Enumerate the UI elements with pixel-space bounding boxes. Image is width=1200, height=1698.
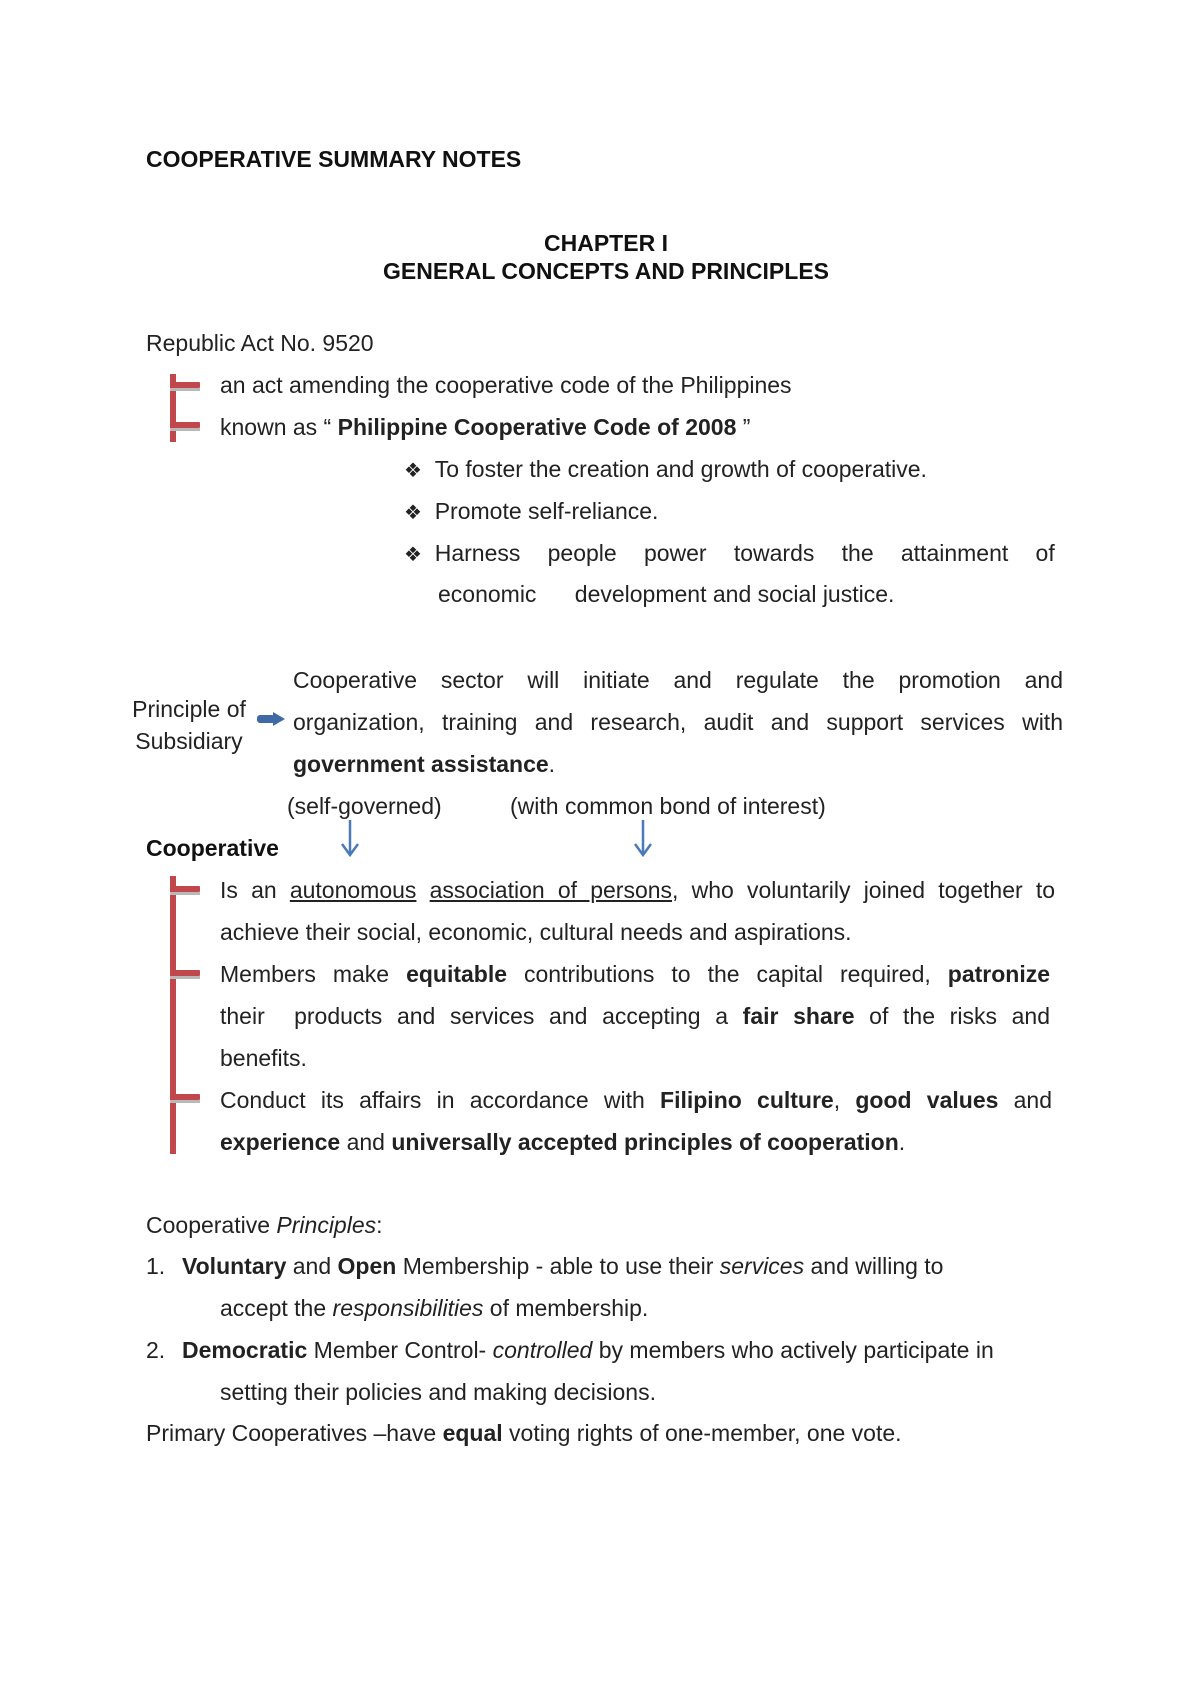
document-title: COOPERATIVE SUMMARY NOTES: [146, 146, 522, 172]
objective-3: ❖ Harness people power towards the attainment of: [404, 540, 1055, 566]
principle-2-number: 2.: [146, 1337, 166, 1363]
principle-1-continued: accept the responsibilities of membership.: [220, 1295, 649, 1321]
republic-act-heading: Republic Act No. 9520: [146, 330, 374, 356]
cooperative-point-3-continued: experience and universally accepted principles of cooperation.: [220, 1129, 906, 1155]
cooperative-point-1: Is an autonomous association of persons, who voluntarily joined together to: [220, 877, 1056, 903]
down-arrow-icon: [633, 820, 653, 858]
chapter-number: CHAPTER I: [544, 230, 668, 256]
annotation-common-bond: (with common bond of interest): [510, 793, 826, 819]
subsidiary-line-1: Cooperative sector will initiate and regulate the promotion and: [293, 667, 1063, 693]
primary-cooperatives-note: Primary Cooperatives –have equal voting rights of one-member, one vote.: [146, 1420, 902, 1446]
principles-heading: Cooperative Principles:: [146, 1212, 383, 1238]
principle-1-number: 1.: [146, 1253, 166, 1279]
subsidiary-line-3: government assistance.: [293, 751, 556, 777]
right-arrow-icon: [257, 712, 285, 726]
principle-2: Democratic Member Control- controlled by members who actively participate in: [182, 1337, 994, 1363]
cooperative-point-3: Conduct its affairs in accordance with Filipino culture, good values and: [220, 1087, 1053, 1113]
diamond-bullet-icon: ❖: [404, 502, 422, 524]
subsidiary-label: Principle of Subsidiary: [132, 696, 246, 754]
subsidiary-line-2: organization, training and research, audit and support services with: [293, 709, 1063, 735]
cooperative-point-2-continued: their products and services and accepting a fair share of the risks and: [220, 1003, 1050, 1029]
down-arrow-icon: [340, 820, 360, 858]
principle-2-continued: setting their policies and making decisions.: [220, 1379, 656, 1405]
diamond-bullet-icon: ❖: [404, 544, 422, 566]
diamond-bullet-icon: ❖: [404, 460, 422, 482]
cooperative-heading: Cooperative: [146, 835, 279, 861]
objective-2: ❖ Promote self-reliance.: [404, 498, 659, 524]
chapter-title: GENERAL CONCEPTS AND PRINCIPLES: [383, 258, 829, 284]
cooperative-point-2-end: benefits.: [220, 1045, 307, 1071]
republic-act-item-2: known as “ Philippine Cooperative Code of 2008 ”: [220, 414, 751, 440]
cooperative-point-1-continued: achieve their social, economic, cultural needs and aspirations.: [220, 919, 852, 945]
cooperative-point-2: Members make equitable contributions to the capital required, patronize: [220, 961, 1050, 987]
annotation-self-governed: (self-governed): [287, 793, 442, 819]
objective-1: ❖ To foster the creation and growth of cooperative.: [404, 456, 927, 482]
republic-act-item-1: an act amending the cooperative code of the Philippines: [220, 372, 792, 398]
objective-3-continued: economic development and social justice.: [438, 581, 895, 607]
principle-1: Voluntary and Open Membership - able to use their services and willing to: [182, 1253, 944, 1279]
